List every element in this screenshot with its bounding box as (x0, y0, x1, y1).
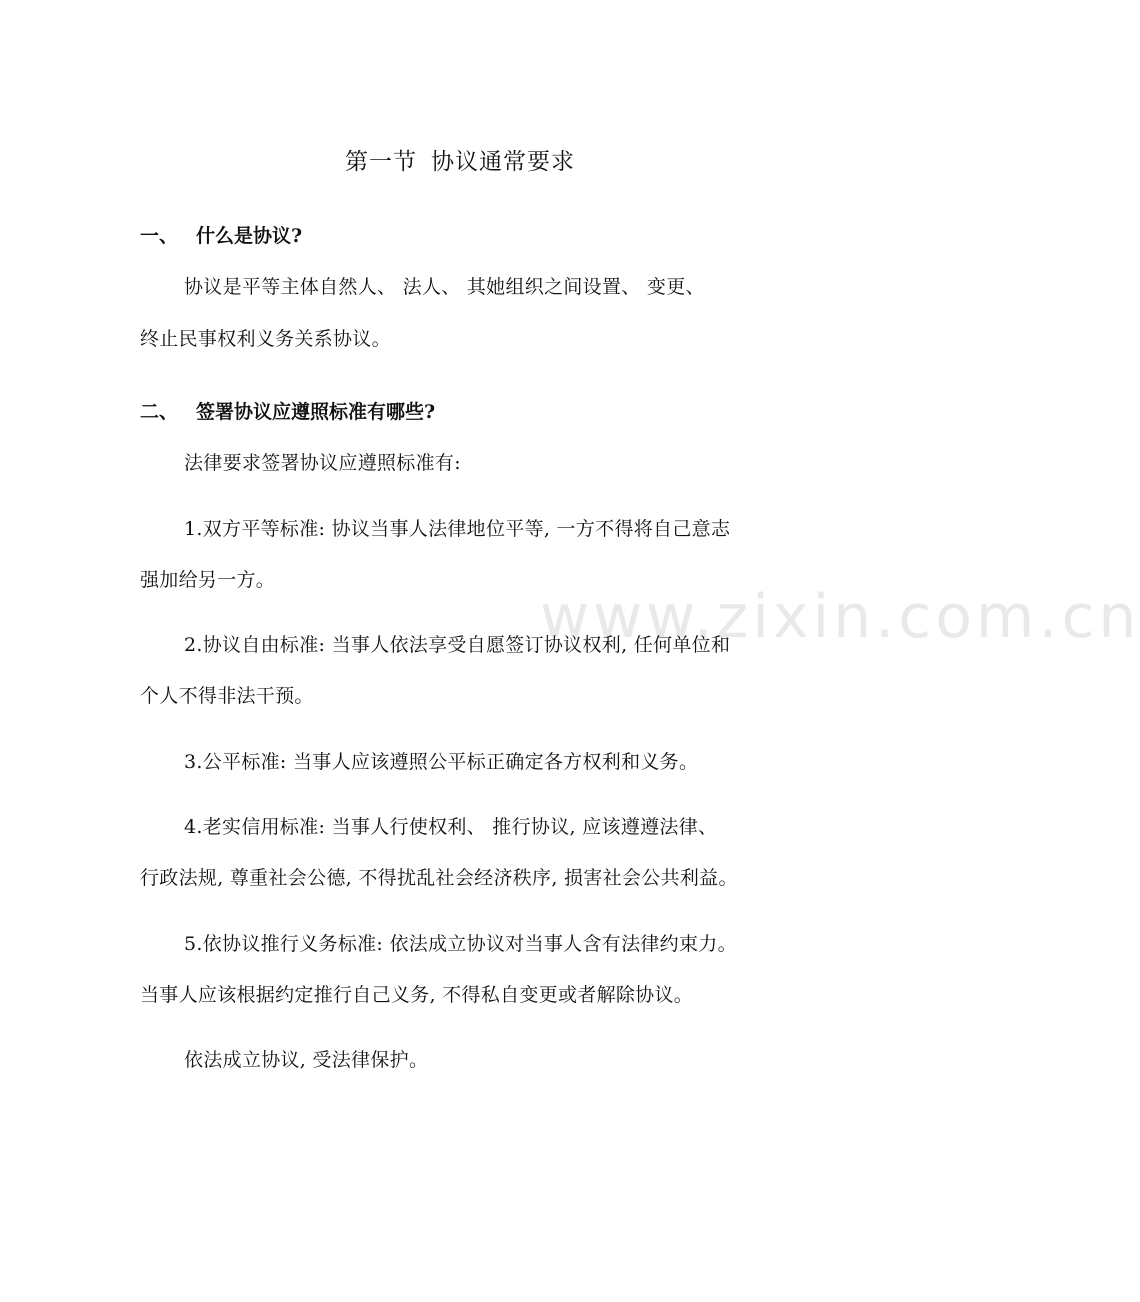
item-5-line-1: 5.依协议推行义务标准: 依法成立协议对当事人含有法律约束力。 (184, 933, 737, 955)
section-1-paragraph-line-2: 终止民事权利义务关系协议。 (140, 328, 391, 350)
item-4-line-1: 4.老实信用标准: 当事人行使权利、 推行协议, 应该遵遵法律、 (184, 816, 718, 838)
title-text: 协议通常要求 (431, 149, 575, 175)
title-section-number: 第一节 (345, 149, 417, 175)
item-5-line-2: 当事人应该根据约定推行自己义务, 不得私自变更或者解除协议。 (140, 984, 694, 1006)
section-2-heading-text: 签署协议应遵照标准有哪些? (196, 401, 436, 423)
section-1-paragraph-line-1: 协议是平等主体自然人、 法人、 其她组织之间设置、 变更、 (184, 276, 705, 298)
section-1-number: 一、 (140, 225, 179, 247)
section-1-heading-text: 什么是协议? (196, 225, 303, 247)
item-2-line-2: 个人不得非法干预。 (140, 685, 314, 707)
item-1-line-1: 1.双方平等标准: 协议当事人法律地位平等, 一方不得将自己意志 (184, 518, 731, 540)
item-4-line-2: 行政法规, 尊重社会公德, 不得扰乱社会经济秩序, 损害社会公共利益。 (140, 867, 738, 889)
item-3-line-1: 3.公平标准: 当事人应该遵照公平标正确定各方权利和义务。 (184, 751, 699, 773)
watermark: www.zixin.com.cn (540, 582, 1140, 652)
section-2-intro: 法律要求签署协议应遵照标准有: (184, 452, 461, 474)
page-title (0, 146, 920, 178)
item-1-line-2: 强加给另一方。 (140, 569, 276, 591)
section-1-heading (140, 222, 302, 250)
section-2-heading (140, 398, 435, 426)
section-2-number: 二、 (140, 401, 179, 423)
closing-line: 依法成立协议, 受法律保护。 (184, 1049, 429, 1071)
item-2-line-1: 2.协议自由标准: 当事人依法享受自愿签订协议权利, 任何单位和 (184, 634, 731, 656)
